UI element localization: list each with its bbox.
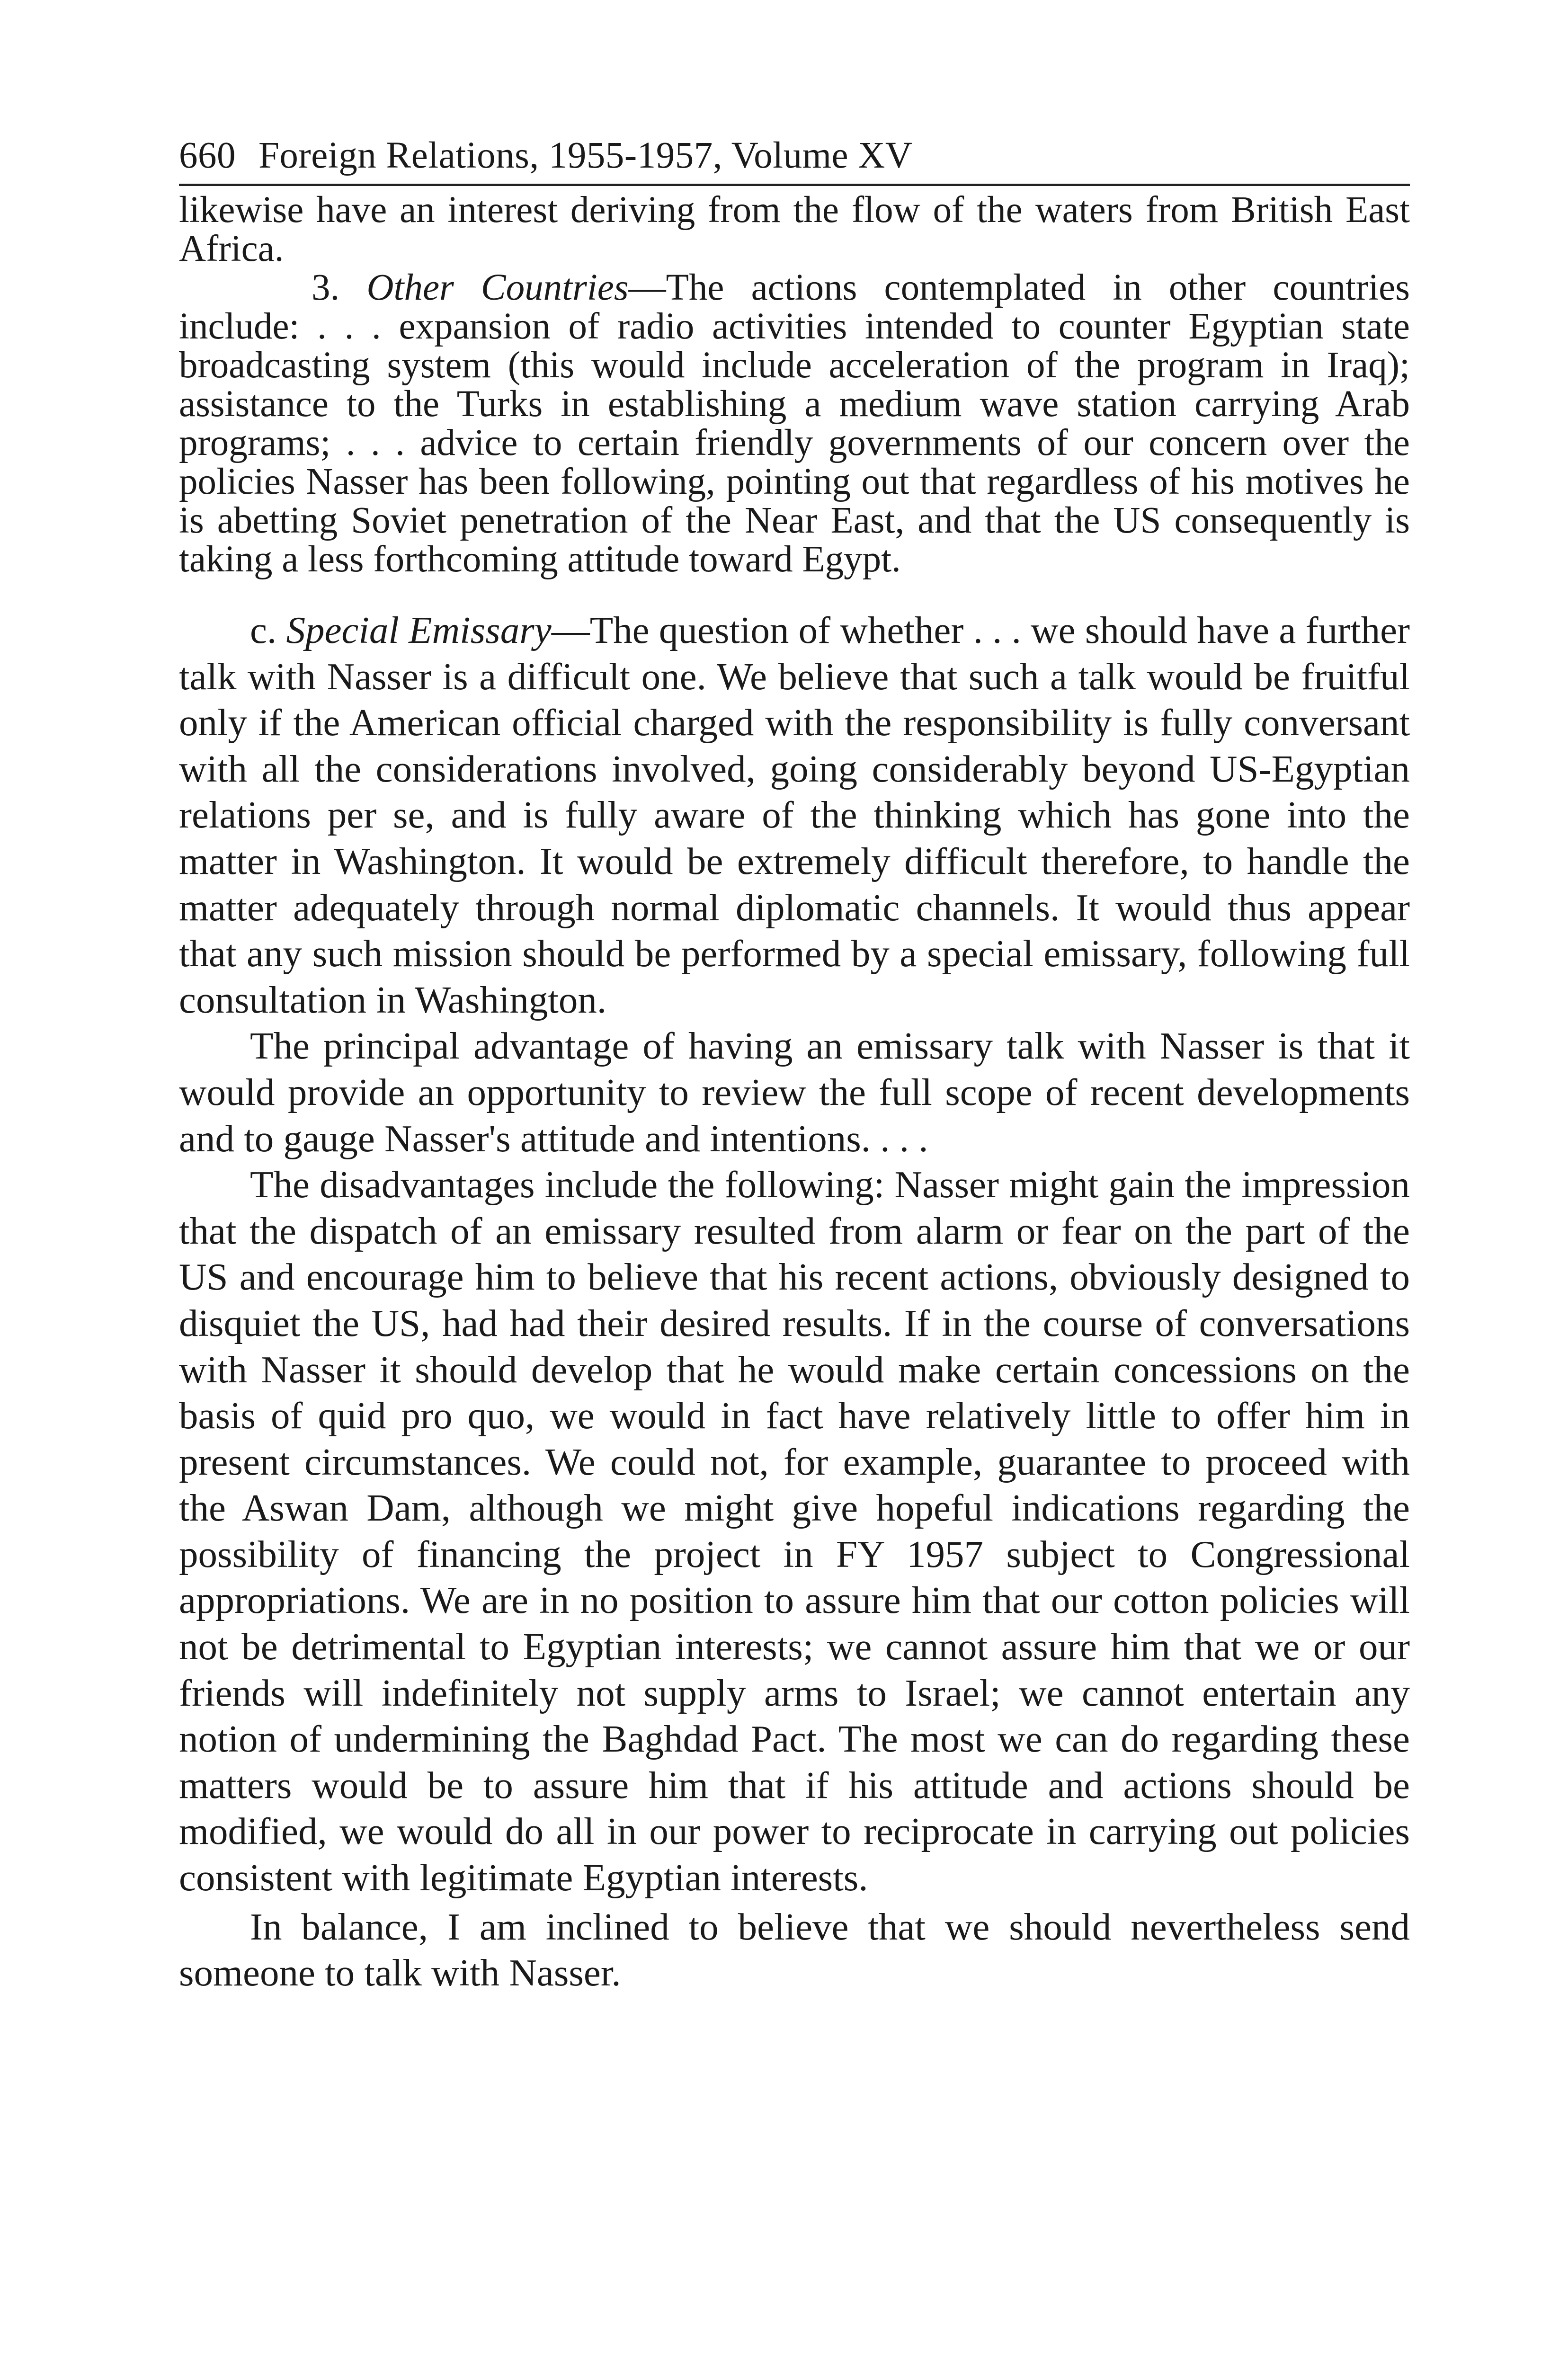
special-emissary-text: —The question of whether . . . we should have a further talk with Nasser is a difficult one. We believe that such a talk would be fruitful only if the American official charged with the responsibility is fully conversant with all the considerations involved, going considerably beyond US-Egyptian relations per se, and is fully aware of the thinking which has gone into the matter in Washington. It would be extremely difficult therefore, to handle the matter adequately through normal diplomatic channels. It would thus appear that any such mission should be performed by a special emissary, following full consultation in Washington. [179, 609, 1410, 1021]
advantage-paragraph: The principal advantage of having an emissary talk with Nasser is that it would provide an opportunity to review the full scope of recent developments and to gauge Nasser's attitude and intentions. . . . [179, 1024, 1410, 1160]
disadvantages-paragraph: The disadvantages include the following: Nasser might gain the impression that the dispatch of an emissary resulted from alarm or fear on the part of the US and encourage him to believe that his recent actions, obviously designed to disquiet the US, had had their desired results. If in the course of conversations with Nasser it should develop that he would make certain concessions on the basis of quid pro quo, we would in fact have relatively little to offer him in present circumstances. We could not, for example, guarantee to proceed with the Aswan Dam, although we might give hopeful indications regarding the possibility of financing the project in FY 1957 subject to Congressional appropriations. We are in no position to assure him that our cotton policies will not be detrimental to Egyptian interests; we cannot assure him that we or our friends will indefinitely not supply arms to Israel; we cannot entertain any notion of undermining the Baghdad Pact. The most we can do regarding these matters would be to assure him that if his attitude and actions should be modified, we would do all in our power to reciprocate in carrying out policies consistent with legitimate Egyptian interests. [179, 1163, 1410, 1899]
special-emissary-heading: Special Emissary [286, 609, 552, 651]
special-emissary-paragraph [179, 607, 1410, 1023]
running-header [179, 128, 1410, 186]
conclusion-paragraph: In balance, I am inclined to believe that we should nevertheless send someone to talk with Nasser. [179, 1905, 1410, 1994]
special-emissary-section [179, 607, 1410, 1996]
other-countries-paragraph [179, 268, 1410, 579]
document-page [179, 128, 1410, 1996]
continuation-paragraph: likewise have an interest deriving from the flow of the waters from British East Africa. [179, 189, 1410, 269]
section-letter: c. [250, 609, 277, 651]
other-countries-heading: Other Countries [366, 267, 629, 308]
page-number: 660 [179, 135, 236, 176]
running-title: Foreign Relations, 1955-1957, Volume XV [258, 135, 913, 176]
item-number: 3. [312, 267, 340, 308]
previous-section-text [179, 191, 1410, 579]
other-countries-text: —The actions contemplated in other countries include: . . . expansion of radio activities intended to counter Egyptian state broadcasting system (this would include acceleration of the program in Iraq); assistance to the Turks in establishing a medium wave station carrying Arab programs; . . . advice to certain friendly governments of our concern over the policies Nasser has been following, pointing out that regardless of his motives he is abetting Soviet penetration of the Near East, and that the US consequently is taking a less forthcoming attitude toward Egypt. [179, 267, 1410, 580]
